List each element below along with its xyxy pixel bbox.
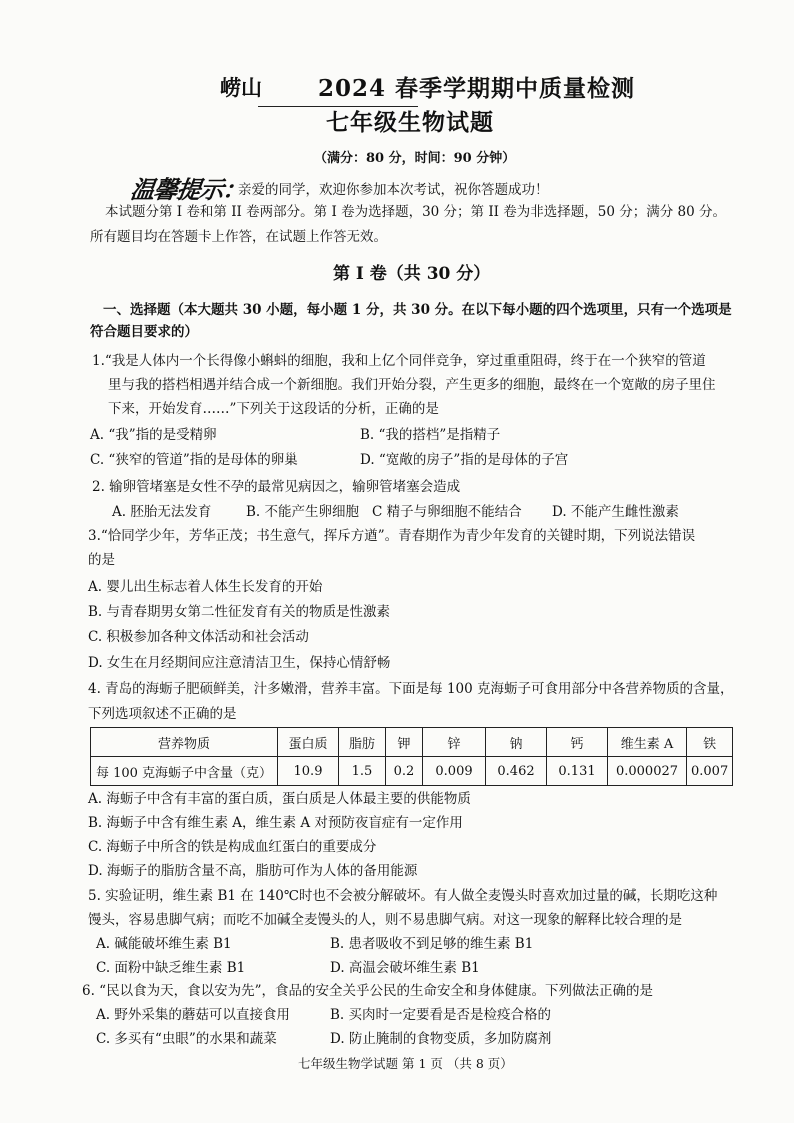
nutrition-table bbox=[90, 727, 733, 786]
q3-option-c: C. 积极参加各种文体活动和社会活动 bbox=[88, 629, 309, 645]
q2-option-c: C 精子与卵细胞不能结合 bbox=[372, 504, 522, 520]
q1-option-c: C. “狭窄的管道”指的是母体的卵巢 bbox=[90, 452, 298, 468]
q2-stem: 2. 输卵管堵塞是女性不孕的最常见病因之，输卵管堵塞会造成 bbox=[92, 479, 461, 495]
exam-subtitle: 七年级生物试题 bbox=[326, 109, 494, 136]
table-header-cell: 钙 bbox=[547, 728, 608, 757]
table-row-label: 每 100 克海蛎子中含量（克） bbox=[91, 757, 278, 786]
score-time: （满分：80 分，时间：90 分钟） bbox=[314, 151, 516, 166]
table-cell: 1.5 bbox=[339, 757, 386, 786]
table-header-cell: 营养物质 bbox=[91, 728, 278, 757]
q1-stem-line-1: 1.“我是人体内一个长得像小蝌蚪的细胞，我和上亿个同伴竞争，穿过重重阻碍，终于在一个狭窄的管道 bbox=[92, 353, 706, 369]
q4-stem-line-2: 下列选项叙述不正确的是 bbox=[88, 706, 237, 722]
q5-stem-line-2: 馒头，容易患脚气病；而吃不加碱全麦馒头的人，则不易患脚气病。对这一现象的解释比较合理的是 bbox=[88, 912, 682, 928]
exam-title: 2024 春季学期期中质量检测 bbox=[318, 75, 636, 102]
q6-option-d: D. 防止腌制的食物变质，多加防腐剂 bbox=[330, 1031, 552, 1047]
table-cell: 0.462 bbox=[486, 757, 547, 786]
table-cell: 0.2 bbox=[386, 757, 423, 786]
table-header-cell: 脂肪 bbox=[339, 728, 386, 757]
table-header-cell: 钾 bbox=[386, 728, 423, 757]
section-instruction-1: 一、选择题（本大题共 30 小题，每小题 1 分，共 30 分。在以下每小题的四个选项里，只有一个选项是 bbox=[103, 302, 732, 318]
q1-option-a: A. “我”指的是受精卵 bbox=[90, 427, 217, 443]
table-header-cell: 蛋白质 bbox=[278, 728, 339, 757]
q2-option-a: A. 胚胎无法发育 bbox=[112, 504, 212, 520]
table-header-cell: 钠 bbox=[486, 728, 547, 757]
tip-label: 温馨提示： bbox=[128, 176, 248, 204]
page-footer: 七年级生物学试题 第 1 页 （共 8 页） bbox=[298, 1056, 513, 1071]
table-cell: 0.000027 bbox=[608, 757, 687, 786]
tip-line-2: 所有题目均在答题卡上作答，在试题上作答无效。 bbox=[90, 229, 387, 245]
q4-option-a: A. 海蛎子中含有丰富的蛋白质，蛋白质是人体最主要的供能物质 bbox=[88, 791, 471, 807]
q4-stem-line-1: 4. 青岛的海蛎子肥硕鲜美，汁多嫩滑，营养丰富。下面是每 100 克海蛎子可食用部分中各营养物质的含量， bbox=[88, 681, 734, 697]
q3-option-a: A. 婴儿出生标志着人体生长发育的开始 bbox=[88, 579, 323, 595]
q1-stem-line-3: 下来，开始发育……”下列关于这段话的分析，正确的是 bbox=[108, 401, 439, 417]
q5-option-a: A. 碱能破坏维生素 B1 bbox=[96, 936, 232, 952]
q1-stem-line-2: 里与我的搭档相遇并结合成一个新细胞。我们开始分裂，产生更多的细胞，最终在一个宽敞的房子里住 bbox=[108, 377, 716, 393]
q2-option-d: D. 不能产生雌性激素 bbox=[552, 504, 679, 520]
q6-option-a: A. 野外采集的蘑菇可以直接食用 bbox=[96, 1007, 290, 1023]
table-cell: 0.007 bbox=[687, 757, 733, 786]
q3-option-b: B. 与青春期男女第二性征发育有关的物质是性激素 bbox=[88, 604, 391, 620]
q6-option-c: C. 多买有“虫眼”的水果和蔬菜 bbox=[96, 1031, 277, 1047]
q6-option-b: B. 买肉时一定要看是否是检疫合格的 bbox=[330, 1007, 552, 1023]
q5-option-d: D. 高温会破坏维生素 B1 bbox=[330, 960, 480, 976]
q6-stem: 6. “民以食为天，食以安为先”，食品的安全关乎公民的生命安全和身体健康。下列做法正确的是 bbox=[82, 983, 653, 999]
table-header-cell: 维生素 A bbox=[608, 728, 687, 757]
q4-option-b: B. 海蛎子中含有维生素 A，维生素 A 对预防夜盲症有一定作用 bbox=[88, 815, 463, 831]
table-cell: 0.131 bbox=[547, 757, 608, 786]
exam-location: 崂山 bbox=[220, 75, 262, 100]
tip-line-1: 本试题分第 I 卷和第 II 卷两部分。第 I 卷为选择题，30 分；第 II 卷为非选择题，50 分；满分 80 分。 bbox=[105, 204, 727, 220]
table-row bbox=[91, 757, 733, 786]
q1-option-b: B. “我的搭档”是指精子 bbox=[360, 427, 501, 443]
q2-option-b: B. 不能产生卵细胞 bbox=[246, 504, 360, 520]
table-header-cell: 锌 bbox=[423, 728, 486, 757]
tip-greeting: 亲爱的同学，欢迎你参加本次考试，祝你答题成功！ bbox=[238, 182, 549, 198]
table-cell: 0.009 bbox=[423, 757, 486, 786]
section-heading: 第 I 卷（共 30 分） bbox=[333, 264, 491, 284]
table-cell: 10.9 bbox=[278, 757, 339, 786]
section-instruction-2: 符合题目要求的） bbox=[90, 324, 198, 340]
q3-stem-line-1: 3.“恰同学少年，芳华正茂；书生意气，挥斥方遒”。青春期作为青少年发育的关键时期，下列说法错误 bbox=[88, 528, 696, 544]
q5-option-b: B. 患者吸收不到足够的维生素 B1 bbox=[330, 936, 534, 952]
q3-stem-line-2: 的是 bbox=[88, 552, 115, 568]
q5-option-c: C. 面粉中缺乏维生素 B1 bbox=[96, 960, 246, 976]
q3-option-d: D. 女生在月经期间应注意清洁卫生，保持心情舒畅 bbox=[88, 655, 391, 671]
table-header-cell: 铁 bbox=[687, 728, 733, 757]
q1-option-d: D. “宽敞的房子”指的是母体的子宫 bbox=[360, 452, 569, 468]
q4-option-c: C. 海蛎子中所含的铁是构成血红蛋白的重要成分 bbox=[88, 839, 377, 855]
q4-option-d: D. 海蛎子的脂肪含量不高，脂肪可作为人体的备用能源 bbox=[88, 863, 418, 879]
q5-stem-line-1: 5. 实验证明，维生素 B1 在 140℃时也不会被分解破坏。有人做全麦馒头时喜欢加过量的碱，长期吃这种 bbox=[88, 888, 718, 904]
table-header-row bbox=[91, 728, 733, 757]
